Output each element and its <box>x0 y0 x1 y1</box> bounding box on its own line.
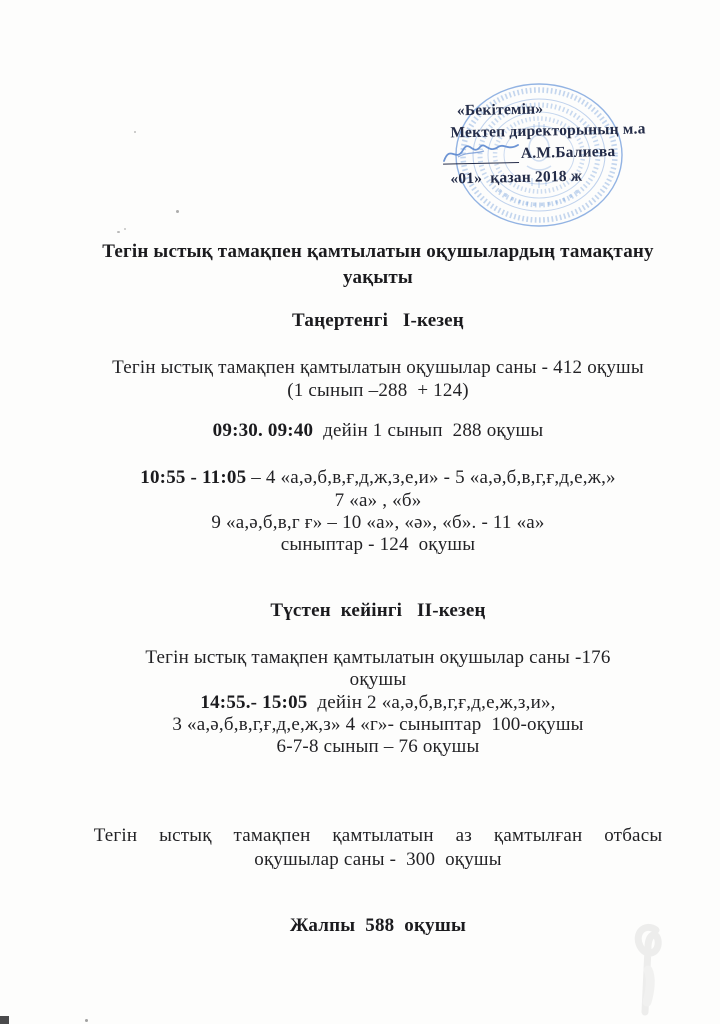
scan-corner-mark <box>0 1016 9 1024</box>
morning-slot2-time: 10:55 - 11:05 <box>140 467 247 488</box>
morning-slot2-line4: сыныптар - 124 оқушы <box>280 534 476 555</box>
scan-speck <box>124 228 126 230</box>
afternoon-slot-time: 14:55.- 15:05 <box>200 692 308 713</box>
morning-section-heading: Таңертенгі I-кезең <box>292 310 464 331</box>
stamp-approval-label: «Бекітемін» <box>456 100 544 120</box>
morning-slot1-line <box>36 419 720 443</box>
morning-slot2-line1 <box>36 466 720 490</box>
afternoon-slot-text: дейін 2 «а,ә,б,в,г,ғ,д,е,ж,з,и», <box>307 692 556 713</box>
afternoon-count-line: Тегін ыстық тамақпен қамтылатын оқушылар саны -176 <box>145 647 611 668</box>
morning-count-line: Тегін ыстық тамақпен қамтылатын оқушылар саны - 412 оқушы <box>112 357 644 378</box>
afternoon-count-line2: оқушы <box>349 669 407 690</box>
morning-slot2-line2: 7 «а» , «б» <box>334 490 422 511</box>
low-income-line2: оқушылар саны - 300 оқушы <box>254 849 502 870</box>
doc-title-line1: Тегін ыстық тамақпен қамтылатын оқушылардың тамақтану <box>102 241 654 262</box>
morning-slot2-line3: 9 «а,ә,б,в,г ғ» – 10 «а», «ә», «б». - 11 «а» <box>211 512 545 533</box>
morning-breakdown-line: (1 сынып –288 + 124) <box>287 380 469 401</box>
afternoon-slot-line2: 3 «а,ә,б,в,г,ғ,д,е,ж,з» 4 «г»- сыныптар 100-оқушы <box>172 714 584 735</box>
stamp-director-name: А.М.Балиева <box>520 142 616 162</box>
signature-scribble-icon <box>438 134 548 168</box>
scan-speck <box>85 1019 88 1022</box>
scan-speck <box>176 210 179 213</box>
morning-slot1-time: 09:30. 09:40 <box>212 420 314 441</box>
total-line: Жалпы 588 оқушы <box>289 915 467 936</box>
scan-smudge <box>622 918 692 1024</box>
doc-title-line2: уақыты <box>343 267 413 288</box>
scan-speck <box>117 231 120 233</box>
approval-stamp <box>436 74 698 246</box>
morning-slot1-text: дейін 1 сынып 288 оқушы <box>313 420 544 441</box>
morning-slot2-text: – 4 «а,ә,б,в,ғ,д,ж,з,е,и» - 5 «а,ә,б,в,г,ғ,д,е,ж,» <box>246 467 616 488</box>
afternoon-section-heading: Түстен кейінгі II-кезең <box>270 600 486 621</box>
afternoon-slot-line3: 6-7-8 сынып – 76 оқушы <box>276 736 480 757</box>
stamp-date: «01» қазан 2018 ж <box>450 167 583 188</box>
stamp-role-label: Мектеп директорының м.а <box>450 120 646 142</box>
low-income-line1: Тегін ыстық тамақпен қамтылатын аз қамтылған отбасы <box>93 825 663 846</box>
scan-speck <box>134 131 136 133</box>
afternoon-slot-line1 <box>36 691 720 715</box>
